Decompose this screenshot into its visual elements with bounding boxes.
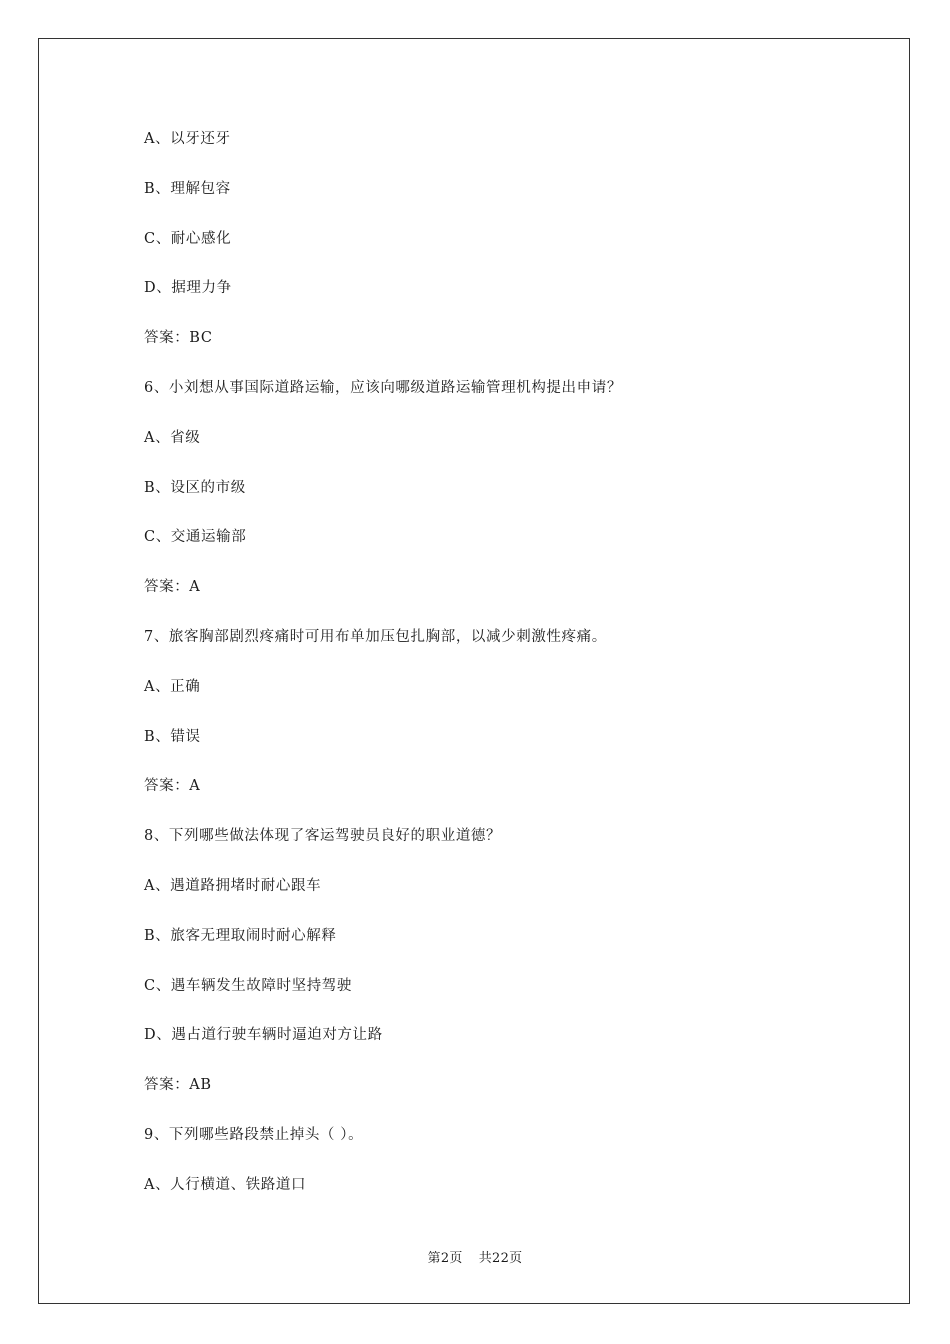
question-7: 7、旅客胸部剧烈疼痛时可用布单加压包扎胸部，以减少刺激性疼痛。 — [144, 628, 607, 645]
option-c-q8: C、遇车辆发生故障时坚持驾驶 — [144, 977, 352, 994]
question-9: 9、下列哪些路段禁止掉头（ ）。 — [144, 1126, 364, 1143]
page-footer — [0, 1247, 950, 1266]
question-content — [144, 127, 844, 1223]
option-a-q8: A、遇道路拥堵时耐心跟车 — [144, 877, 322, 894]
option-d-q5: D、据理力争 — [144, 280, 232, 297]
option-c-q6: C、交通运输部 — [144, 529, 247, 546]
answer-q7: 答案：A — [144, 778, 201, 795]
answer-q8: 答案：AB — [144, 1077, 212, 1094]
option-a-q9: A、人行横道、铁路道口 — [144, 1176, 307, 1193]
question-6: 6、小刘想从事国际道路运输，应该向哪级道路运输管理机构提出申请？ — [144, 379, 622, 396]
option-c-q5: C、耐心感化 — [144, 230, 232, 247]
option-d-q8: D、遇占道行驶车辆时逼迫对方让路 — [144, 1027, 383, 1044]
option-a-q6: A、省级 — [144, 429, 201, 446]
option-b-q7: B、错误 — [144, 728, 201, 745]
option-b-q5: B、理解包容 — [144, 180, 231, 197]
page-number-total: 共22页 — [478, 1251, 523, 1266]
option-a-q7: A、正确 — [144, 678, 201, 695]
question-8: 8、下列哪些做法体现了客运驾驶员良好的职业道德？ — [144, 828, 502, 845]
answer-q6: 答案：A — [144, 579, 201, 596]
page-number-current: 第2页 — [427, 1251, 463, 1266]
option-b-q6: B、设区的市级 — [144, 479, 246, 496]
option-a-q5: A、以牙还牙 — [144, 131, 231, 147]
option-b-q8: B、旅客无理取闹时耐心解释 — [144, 927, 337, 944]
answer-q5: 答案：BC — [144, 330, 213, 347]
